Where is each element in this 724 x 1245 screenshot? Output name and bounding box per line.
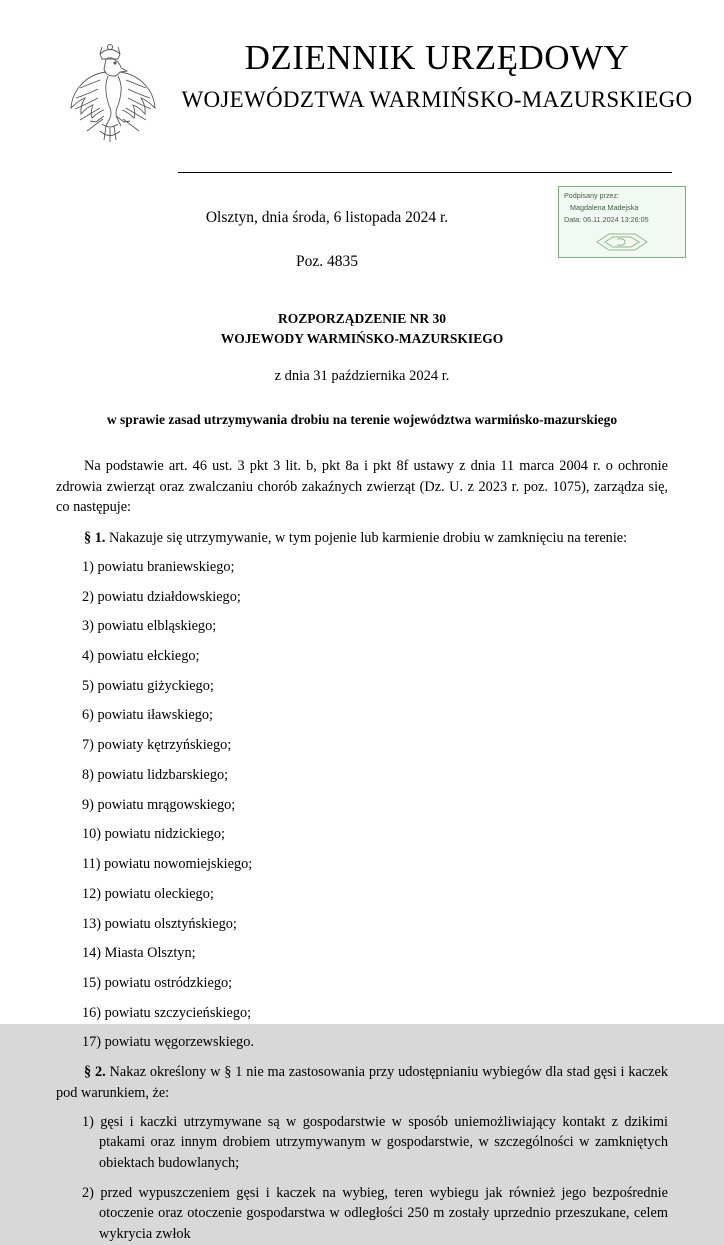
preamble-paragraph: Na podstawie art. 46 ust. 3 pkt 3 lit. b, pkt 8a i pkt 8f ustawy z dnia 11 marca 2004 r. o ochronie zdrowia zwierząt oraz zwalczaniu chorób zakaźnych zwierząt (Dz. U. z 2023 r. poz. 1075), zarządza się, co następuje: — [56, 458, 668, 516]
list-item: 2) przed wypuszczeniem gęsi i kaczek na wybieg, teren wybiegu jak również jego bezpośrednie otoczenie oraz otoczenie gospodarstwa w odległości 250 m zostały uprzednio przeszukane, celem wykrycia zwłok — [82, 1184, 668, 1243]
section-2-list — [56, 1112, 668, 1245]
list-item: 8) powiatu lidzbarskiego; — [82, 766, 229, 783]
section-2-paragraph — [56, 1062, 668, 1103]
list-item: 16) powiatu szczycieńskiego; — [82, 1004, 252, 1021]
act-heading-line1: ROZPORZĄDZENIE NR 30 — [277, 311, 447, 326]
masthead-divider — [178, 172, 672, 173]
list-item: 2) powiatu działdowskiego; — [82, 588, 241, 605]
signature-signed-by-label: Podpisany przez: — [564, 191, 620, 200]
title-block — [172, 38, 724, 113]
signature-signer-name: Magdalena Madejska — [570, 203, 639, 212]
electronic-signature-stamp — [558, 186, 686, 258]
section-1-text: Nakazuje się utrzymywanie, w tym pojenie lub karmienie drobiu w zamknięciu na terenie: — [109, 530, 628, 547]
signature-timestamp: Data: 06.11.2024 13:26:05 — [564, 215, 649, 224]
list-item: 14) Miasta Olsztyn; — [82, 945, 196, 962]
polish-eagle-coat-of-arms-icon — [62, 36, 158, 148]
list-item: 10) powiatu nidzickiego; — [82, 826, 225, 843]
act-heading-line2: WOJEWODY WARMIŃSKO-MAZURSKIEGO — [220, 330, 504, 346]
list-item: 4) powiatu ełckiego; — [82, 648, 200, 665]
section-1-paragraph — [56, 528, 668, 549]
masthead — [0, 0, 724, 156]
section-2-marker: § 2. — [84, 1064, 106, 1081]
list-item: 3) powiatu elbląskiego; — [82, 618, 217, 635]
section-1-list — [56, 557, 668, 1053]
section-2-text: Nakaz określony w § 1 nie ma zastosowania przy udostępnianiu wybiegów dla stad gęsi i kaczek pod warunkiem, że: — [56, 1064, 669, 1101]
position-number: Poz. 4835 — [296, 253, 358, 270]
section-1-marker: § 1. — [84, 530, 106, 547]
list-item: 7) powiaty kętrzyńskiego; — [82, 737, 232, 754]
list-item: 11) powiatu nowomiejskiego; — [82, 856, 253, 873]
act-date: z dnia 31 października 2024 r. — [274, 368, 450, 385]
list-item: 12) powiatu oleckiego; — [82, 885, 214, 902]
electronic-signature-emblem-icon — [593, 230, 651, 254]
place-and-date: Olsztyn, dnia środa, 6 listopada 2024 r. — [205, 209, 449, 226]
list-item: 17) powiatu węgorzewskiego. — [82, 1034, 254, 1051]
list-item: 9) powiatu mrągowskiego; — [82, 796, 236, 813]
list-item: 15) powiatu ostródzkiego; — [82, 974, 233, 991]
list-item: 5) powiatu giżyckiego; — [82, 677, 214, 694]
act-subject: w sprawie zasad utrzymywania drobiu na terenie województwa warmińsko-mazurskiego — [106, 412, 618, 428]
list-item: 6) powiatu iławskiego; — [82, 707, 214, 724]
act-heading — [0, 309, 724, 348]
document-body — [56, 456, 668, 1245]
list-item: 1) powiatu braniewskiego; — [82, 558, 235, 575]
journal-subtitle: WOJEWÓDZTWA WARMIŃSKO-MAZURSKIEGO — [181, 87, 693, 113]
list-item: 13) powiatu olsztyńskiego; — [82, 915, 237, 932]
journal-title: DZIENNIK URZĘDOWY — [244, 38, 630, 77]
list-item: 1) gęsi i kaczki utrzymywane są w gospodarstwie w sposób uniemożliwiający kontakt z dzikimi ptakami oraz innym drobiem utrzymywanym w gospodarstwie, w szczególności w zamkniętych obiektach budowlanych; — [82, 1113, 668, 1171]
